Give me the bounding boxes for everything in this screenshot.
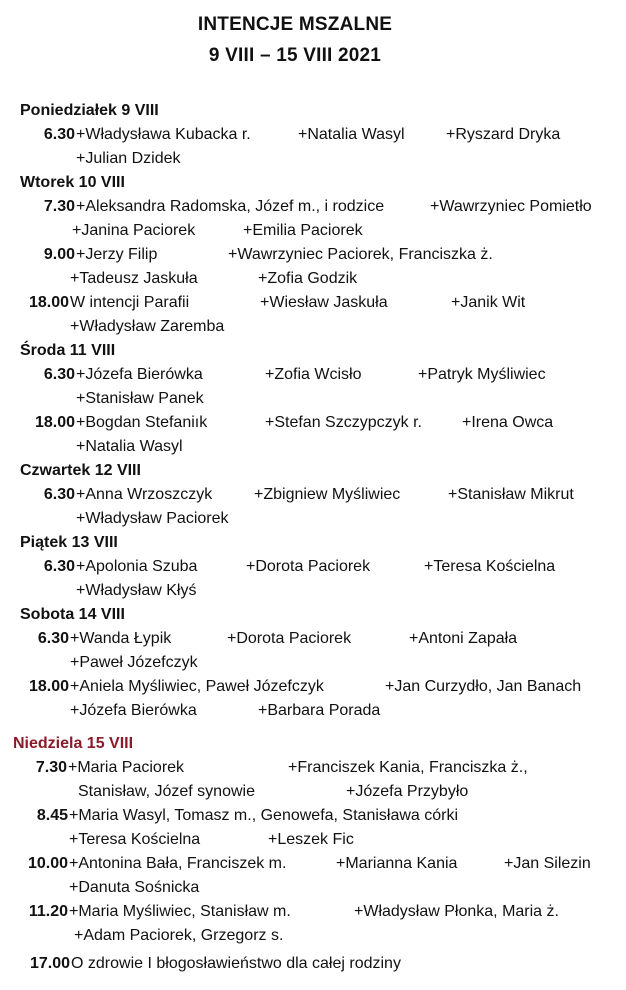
intention-text: +Anna Wrzoszczyk: [76, 486, 213, 503]
mass-time: 18.00: [28, 678, 69, 695]
mass-time: 10.00: [27, 855, 68, 872]
mass-row-continuation: [0, 702, 626, 726]
mass-time: 6.30: [43, 558, 75, 575]
intention-text: +Jan Curzydło, Jan Banach: [385, 678, 582, 695]
intention-text: +Bogdan Stefaniık: [76, 414, 208, 431]
mass-row-continuation: [0, 438, 626, 462]
intention-text: +Zbigniew Myśliwiec: [254, 486, 401, 503]
mass-time: 6.30: [43, 126, 75, 143]
intention-text: +Dorota Paciorek: [227, 630, 352, 647]
mass-row-continuation: [0, 150, 626, 174]
mass-row-continuation: [0, 390, 626, 414]
mass-row: [0, 630, 626, 654]
intention-text: O zdrowie I błogosławieństwo dla całej rodziny: [71, 955, 401, 972]
intention-text: +Patryk Myśliwiec: [418, 366, 546, 383]
mass-time: 7.30: [43, 198, 75, 215]
day-label: Poniedziałek 9 VIII: [20, 102, 159, 119]
intention-text: +Antonina Bała, Franciszek m.: [69, 855, 287, 872]
mass-row: [0, 198, 626, 222]
mass-row: [0, 955, 626, 979]
page-title: INTENCJE MSZALNE: [197, 14, 393, 35]
day-label: Piątek 13 VIII: [20, 534, 118, 551]
day-heading: [0, 102, 626, 126]
mass-time: 11.20: [28, 903, 68, 920]
intention-text: +Marianna Kania: [336, 855, 458, 872]
mass-row-continuation: [0, 654, 626, 678]
intention-text: +Stanisław Panek: [76, 390, 204, 407]
intention-text: +Janik Wit: [451, 294, 526, 311]
day-label: Środa 11 VIII: [20, 342, 116, 359]
intention-text: +Adam Paciorek, Grzegorz s.: [74, 927, 284, 944]
mass-time: 9.00: [43, 246, 75, 263]
intention-text: +Aniela Myśliwiec, Paweł Józefczyk: [70, 678, 324, 695]
intention-text: +Janina Paciorek: [72, 222, 196, 239]
day-heading: [0, 342, 626, 366]
intention-text: +Emilia Paciorek: [243, 222, 363, 239]
day-heading: [0, 462, 626, 486]
mass-row: [0, 366, 626, 390]
intention-text: +Stefan Szczypczyk r.: [265, 414, 422, 431]
intention-text: +Danuta Sośnicka: [69, 879, 200, 896]
mass-row: [0, 126, 626, 150]
day-label: Sobota 14 VIII: [20, 606, 125, 623]
intention-text: +Tadeusz Jaskuła: [70, 270, 198, 287]
mass-row-continuation: [0, 927, 626, 951]
intention-text: +Paweł Józefczyk: [70, 654, 198, 671]
intention-text: W intencji Parafii: [70, 294, 190, 311]
mass-time: 17.00: [29, 955, 70, 972]
intention-text: +Zofia Wcisło: [265, 366, 362, 383]
mass-row: [0, 414, 626, 438]
mass-row-continuation: [0, 582, 626, 606]
mass-row-continuation: [0, 783, 626, 807]
intention-text: +Zofia Godzik: [258, 270, 358, 287]
intention-text: +Józefa Przybyło: [346, 783, 469, 800]
mass-time: 6.30: [43, 486, 75, 503]
intention-text: +Władysław Zaremba: [70, 318, 225, 335]
intention-text: +Wanda Łypik: [70, 630, 172, 647]
mass-row-continuation: [0, 318, 626, 342]
intention-text: +Leszek Fic: [268, 831, 354, 848]
intention-text: +Józefa Bierówka: [76, 366, 203, 383]
mass-row-continuation: [0, 270, 626, 294]
intention-text: +Teresa Kościelna: [424, 558, 556, 575]
mass-row: [0, 486, 626, 510]
intention-text: +Dorota Paciorek: [246, 558, 371, 575]
mass-row: [0, 558, 626, 582]
intention-text: +Aleksandra Radomska, Józef m., i rodzice: [76, 198, 385, 215]
mass-row: [0, 759, 626, 783]
intention-text: +Teresa Kościelna: [69, 831, 201, 848]
mass-time: 8.45: [36, 807, 68, 824]
intention-text: +Władysław Paciorek: [76, 510, 229, 527]
intention-text: +Ryszard Dryka: [446, 126, 561, 143]
day-heading: [0, 174, 626, 198]
intention-text: +Maria Myśliwiec, Stanisław m.: [69, 903, 291, 920]
mass-row-continuation: [0, 831, 626, 855]
mass-row: [0, 678, 626, 702]
intention-text: +Józefa Bierówka: [70, 702, 197, 719]
mass-row: [0, 246, 626, 270]
mass-row-continuation: [0, 222, 626, 246]
intention-text: +Władysław Kłyś: [76, 582, 197, 599]
intention-text: +Maria Paciorek: [68, 759, 185, 776]
intention-text: +Stanisław Mikrut: [448, 486, 574, 503]
intention-text: +Irena Owca: [462, 414, 554, 431]
mass-time: 6.30: [37, 630, 69, 647]
mass-row-continuation: [0, 879, 626, 903]
mass-row: [0, 855, 626, 879]
intention-text: +Jerzy Filip: [76, 246, 158, 263]
mass-time: 7.30: [35, 759, 67, 776]
intention-text: +Julian Dzidek: [76, 150, 181, 167]
day-heading: [0, 735, 626, 759]
intention-text: +Wiesław Jaskuła: [260, 294, 388, 311]
intention-text: Stanisław, Józef synowie: [78, 783, 255, 800]
intention-text: +Apolonia Szuba: [76, 558, 198, 575]
day-heading: [0, 534, 626, 558]
intention-text: +Władysław Płonka, Maria ż.: [354, 903, 559, 920]
day-heading: [0, 606, 626, 630]
intention-text: +Natalia Wasyl: [76, 438, 183, 455]
day-label: Wtorek 10 VIII: [20, 174, 125, 191]
intention-text: +Franciszek Kania, Franciszka ż.,: [288, 759, 528, 776]
mass-time: 6.30: [43, 366, 75, 383]
intention-text: +Wawrzyniec Pomietło: [430, 198, 592, 215]
intention-text: +Władysława Kubacka r.: [76, 126, 251, 143]
intention-text: +Maria Wasyl, Tomasz m., Genowefa, Stanisława córki: [69, 807, 459, 824]
mass-time: 18.00: [28, 294, 69, 311]
mass-row-continuation: [0, 510, 626, 534]
mass-row: [0, 903, 626, 927]
date-range: 9 VIII – 15 VIII 2021: [208, 45, 382, 66]
mass-row: [0, 294, 626, 318]
day-label: Czwartek 12 VIII: [20, 462, 141, 479]
mass-row: [0, 807, 626, 831]
intention-text: +Jan Silezin: [504, 855, 591, 872]
intention-text: +Natalia Wasyl: [298, 126, 405, 143]
intention-text: +Wawrzyniec Paciorek, Franciszka ż.: [228, 246, 493, 263]
intention-text: +Barbara Porada: [258, 702, 381, 719]
day-label: Niedziela 15 VIII: [13, 735, 134, 752]
mass-time: 18.00: [34, 414, 75, 431]
intention-text: +Antoni Zapała: [409, 630, 518, 647]
